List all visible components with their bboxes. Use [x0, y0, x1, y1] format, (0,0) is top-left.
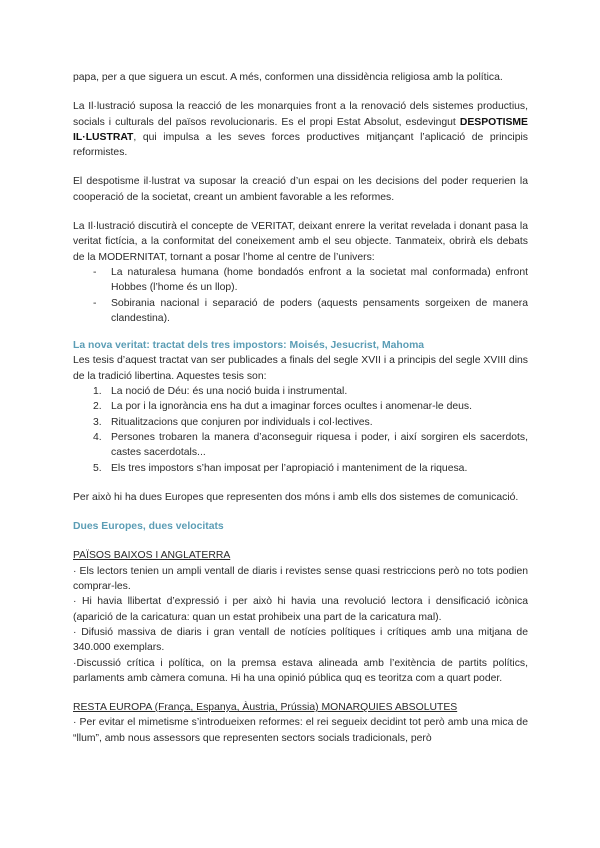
- subheading-resta-europa: RESTA EUROPA (França, Espanya, Àustria, Prússia) MONARQUIES ABSOLUTES: [73, 702, 458, 714]
- document-page: [73, 70, 528, 746]
- list-item: 1. La noció de Déu: és una noció buida i instrumental.: [93, 386, 348, 398]
- bullet-line: · Difusió massiva de diaris i gran ventall de notícies polítiques i crítiques amb una mitjana de 340.000 exemplars.: [73, 626, 528, 654]
- list-item: 4. Persones trobaren la manera d’aconseguir riquesa i poder, i així sorgiren els sacerdots, castes sacerdotals...: [93, 431, 528, 459]
- bullet-line: · Per evitar el mimetisme s’introdueixen reformes: el rei segueix decidint tot però amb una mica de “llum”, amb nous assessors que representen sectors socials tradicionals, però: [73, 717, 528, 744]
- list-item: - La naturalesa humana (home bondadós enfront a la societat mal conformada) enfront Hobbes (l’home és un llop).: [93, 265, 528, 296]
- list-tesis: [73, 384, 528, 476]
- paragraph-illustracio: La Il·lustració suposa la reacció de les monarquies front a la renovació dels sistemes productius, socials i culturals del països revolucionaris. Es el propi Estat Absolut, esdevingut DESPOTISME IL·LUSTRAT, qui impulsa a les seves forces productives mitjançant l’aplicació de principis reformistes.: [73, 101, 528, 159]
- paragraph-tesis: Les tesis d’aquest tractat van ser publicades a finals del segle XVII i a principis del segle XVIII dins de la tradició libertina. Aquestes tesis son:: [73, 355, 528, 382]
- bullet-line: · Els lectors tenien un ampli ventall de diaris i revistes sense quasi restriccions però no tots podien comprar-les.: [73, 565, 528, 593]
- paragraph-intro: papa, per a que siguera un escut. A més, conformen una dissidència religiosa amb la política.: [73, 72, 503, 83]
- paragraph-despotisme: El despotisme il·lustrat va suposar la creació d’un espai on les decisions del poder requerien la cooperació de la societat, creant un ambient favorable a les reformes.: [73, 176, 528, 203]
- paragraph-europes: Per això hi ha dues Europes que representen dos móns i amb ells dos sistemes de comunicació.: [73, 491, 519, 503]
- list-modernitat: [73, 265, 528, 326]
- list-item: 2. La por i la ignorància ens ha dut a imaginar forces ocultes i anomenar-le deus.: [93, 401, 472, 413]
- list-item: 5. Els tres impostors s’han imposat per l’apropiació i manteniment de la riquesa.: [93, 462, 468, 474]
- bold-term-despotisme: DESPOTISME IL·LUSTRAT: [73, 116, 528, 143]
- list-item: 3. Ritualitzacions que conjuren por individuals i col·lectives.: [93, 416, 373, 428]
- bullet-line: · Hi havia llibertat d’expressió i per això hi havia una revolució lectora i densificació icònica (aparició de la caricatura: quan un estat prohibeix una part de la caricatura mal).: [73, 596, 528, 623]
- paragraph-veritat: La Il·lustració discutirà el concepte de VERITAT, deixant enrere la veritat revelada i donant pasa la veritat fictícia, a la conformitat del coneixement amb el seu objecte. Tanmateix, obrirà els debats de la MODERNITAT, tornant a posar l’home al centre de l’univers:: [73, 221, 528, 263]
- bullet-line: ·Discussió crítica i política, on la premsa estava alineada amb l’exitència de partits polítics, parlaments amb càmera comuna. Hi ha una opinió pública quq es teoritza com a quart poder.: [73, 657, 528, 684]
- section-heading-europes: Dues Europes, dues velocitats: [73, 521, 224, 533]
- subheading-paisos-baixos: PAÏSOS BAIXOS I ANGLATERRA: [73, 550, 231, 562]
- section-heading-tractat: La nova veritat: tractat dels tres impostors: Moisés, Jesucrist, Mahoma: [73, 340, 425, 352]
- list-item: - Sobirania nacional i separació de poders (aquests pensaments sorgeixen de manera clandestina).: [93, 296, 528, 327]
